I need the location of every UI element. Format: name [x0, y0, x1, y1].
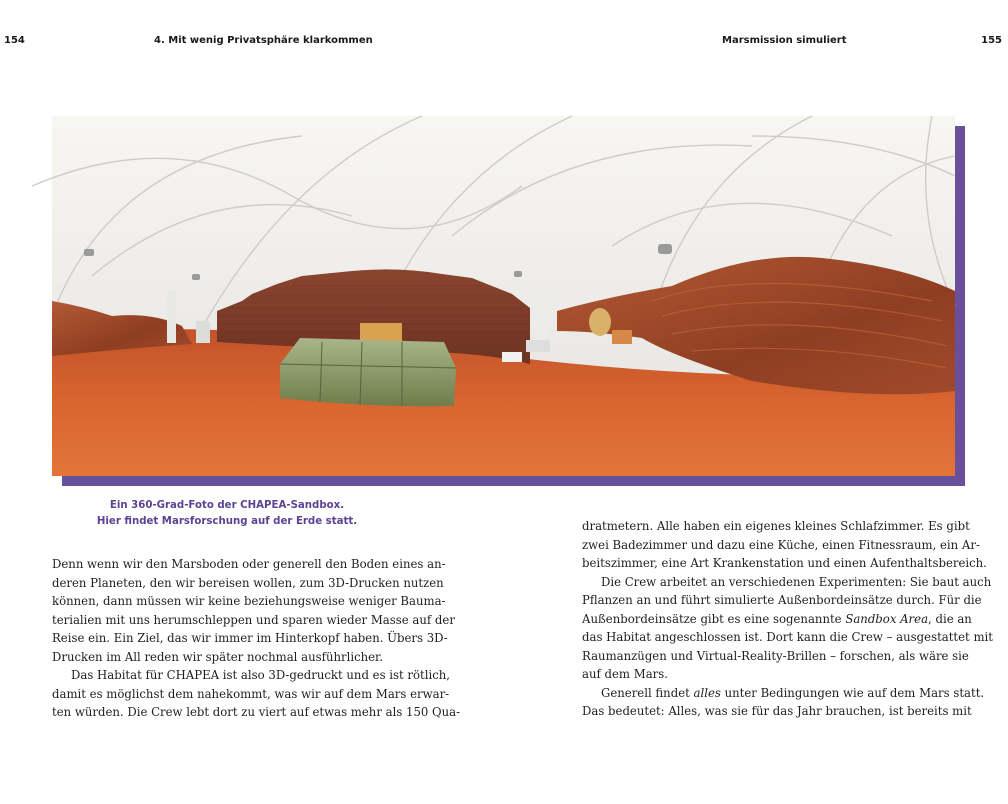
text-line — [582, 684, 985, 703]
page-number-left: 154 — [4, 35, 25, 46]
text-line: damit es möglichst dem nahekommt, was wir auf dem Mars erwar- — [52, 686, 450, 701]
text-line: Pflanzen an und führt simulierte Außenbordeinsätze durch. Für die — [582, 593, 982, 607]
text-line: Das bedeutet: Alles, was sie für das Jahr brauchen, ist bereits mit — [582, 704, 972, 718]
text-line: terialien mit uns herumschleppen und sparen wieder Masse auf der — [52, 612, 455, 627]
text-line: beitszimmer, eine Art Krankenstation und einen Aufenthaltsbereich. — [582, 556, 987, 570]
text-run: unter Bedingungen wie auf dem Mars statt. — [720, 685, 985, 700]
text-line: Drucken im All reden wir später nochmal ausführlicher. — [52, 649, 384, 664]
emphasis-alles: alles — [693, 685, 721, 700]
left-column-text — [52, 555, 461, 722]
text-line: zwei Badezimmer und dazu eine Küche, einen Fitnessraum, ein Ar- — [582, 537, 980, 552]
page-number-right: 155 — [981, 35, 1002, 46]
running-head-left: 4. Mit wenig Privatsphäre klarkommen — [154, 35, 373, 46]
text-line: Das Habitat für CHAPEA ist also 3D-gedruckt und es ist rötlich, — [71, 668, 451, 682]
text-line: Reise ein. Ein Ziel, das wir immer im Hinterkopf haben. Übers 3D- — [52, 631, 448, 645]
text-line: können, dann müssen wir keine beziehungsweise weniger Bauma- — [52, 594, 446, 608]
text-line — [582, 610, 972, 629]
panorama-photo — [52, 116, 955, 476]
text-line: Raumanzügen und Virtual-Reality-Brillen – forschen, als wäre sie — [582, 648, 969, 663]
text-line: Die Crew arbeitet an verschiedenen Experimenten: Sie baut auch — [601, 574, 992, 589]
emphasis-sandbox-area: Sandbox Area — [845, 611, 929, 626]
text-run: , die an — [928, 611, 972, 626]
text-line: dratmetern. Alle haben ein eigenes kleines Schlafzimmer. Es gibt — [582, 519, 970, 533]
text-line: das Habitat angeschlossen ist. Dort kann die Crew – ausgestattet mit — [582, 630, 993, 644]
right-column-text — [582, 517, 993, 721]
text-run: Generell findet — [601, 685, 694, 700]
text-line: ten würden. Die Crew lebt dort zu viert auf etwas mehr als 150 Qua- — [52, 705, 461, 719]
photo-caption-line-1: Ein 360-Grad-Foto der CHAPEA-Sandbox. — [109, 500, 345, 511]
text-run: Außenbordeinsätze gibt es eine sogenannte — [582, 611, 846, 626]
text-line: deren Planeten, den wir bereisen wollen, zum 3D-Drucken nutzen — [52, 575, 444, 590]
running-head-right: Marsmission simuliert — [722, 35, 847, 46]
text-line: auf dem Mars. — [582, 667, 668, 681]
photo-caption-line-2: Hier findet Marsforschung auf der Erde statt. — [96, 516, 358, 527]
text-line: Denn wenn wir den Marsboden oder generell den Boden eines an- — [52, 557, 446, 571]
